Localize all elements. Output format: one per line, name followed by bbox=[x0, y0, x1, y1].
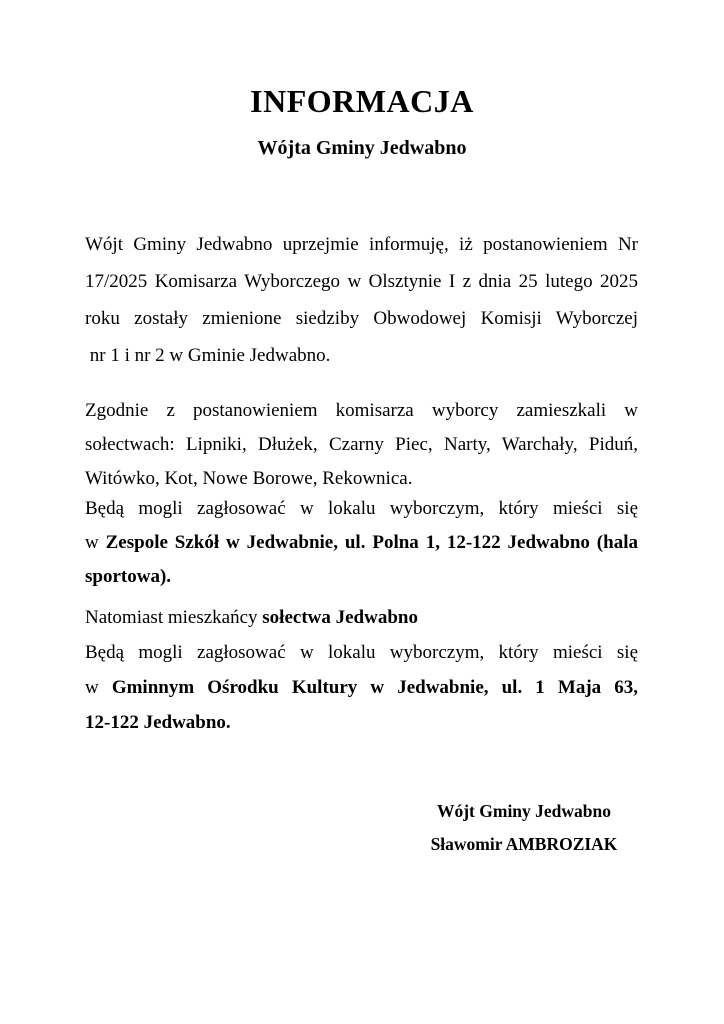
text-run: w bbox=[85, 532, 106, 553]
document-line bbox=[85, 601, 638, 635]
text-run: Będą mogli zagłosować w lokalu wyborczym, który mieści się bbox=[85, 498, 638, 519]
text-run: Zgodnie z postanowieniem komisarza wyborcy zamieszkali w bbox=[85, 400, 638, 421]
paragraph-natomiast bbox=[85, 601, 638, 635]
document-line bbox=[85, 300, 638, 337]
text-run: Będą mogli zagłosować w lokalu wyborczym, który mieści się bbox=[85, 642, 638, 663]
text-run: Wójt Gminy Jedwabno uprzejmie informuję, iż postanowieniem Nr bbox=[85, 234, 638, 255]
text-run: Witówko, Kot, Nowe Borowe, Rekownica. bbox=[85, 468, 413, 489]
bold-text-run: Zespole Szkół w Jedwabnie, ul. Polna 1, 12-122 Jedwabno (hala bbox=[105, 532, 638, 553]
bold-text-run: 12-122 Jedwabno. bbox=[85, 712, 231, 733]
bold-text-run: sportowa). bbox=[85, 566, 172, 587]
document-line bbox=[85, 705, 638, 740]
signature-name: Sławomir AMBROZIAK bbox=[430, 834, 618, 854]
text-run: w bbox=[85, 677, 112, 698]
document-line bbox=[85, 394, 638, 428]
document-line bbox=[85, 526, 638, 560]
text-run: nr 1 i nr 2 w Gminie Jedwabno. bbox=[85, 345, 331, 366]
document-line bbox=[85, 226, 638, 263]
document-line bbox=[85, 462, 638, 496]
paragraph-solectwa bbox=[85, 394, 638, 496]
bold-text-run: sołectwa Jedwabno bbox=[262, 607, 418, 628]
document-line bbox=[85, 337, 638, 374]
text-run: 17/2025 Komisarza Wyborczego w Olsztynie I z dnia 25 lutego 2025 bbox=[85, 271, 638, 292]
document-line bbox=[85, 428, 638, 462]
document-line bbox=[85, 635, 638, 670]
document-subtitle: Wójta Gminy Jedwabno bbox=[257, 137, 467, 159]
document-line bbox=[85, 560, 638, 594]
signature-block bbox=[424, 795, 624, 861]
paragraph-lokal-zespol-szkol bbox=[85, 492, 638, 594]
bold-text-run: Gminnym Ośrodku Kultury w Jedwabnie, ul. 1 Maja 63, bbox=[111, 677, 638, 698]
document-line bbox=[85, 492, 638, 526]
text-run: sołectwach: Lipniki, Dłużek, Czarny Piec, Narty, Warchały, Piduń, bbox=[85, 434, 638, 455]
document-line bbox=[85, 670, 638, 705]
text-run: Natomiast mieszkańcy bbox=[85, 607, 263, 628]
paragraph-intro bbox=[85, 226, 638, 374]
text-run: roku zostały zmienione siedziby Obwodowej Komisji Wyborczej bbox=[85, 308, 638, 329]
signature-role: Wójt Gminy Jedwabno bbox=[436, 801, 612, 821]
document-title: INFORMACJA bbox=[250, 83, 474, 119]
paragraph-lokal-gok bbox=[85, 635, 638, 740]
document-line bbox=[85, 263, 638, 300]
